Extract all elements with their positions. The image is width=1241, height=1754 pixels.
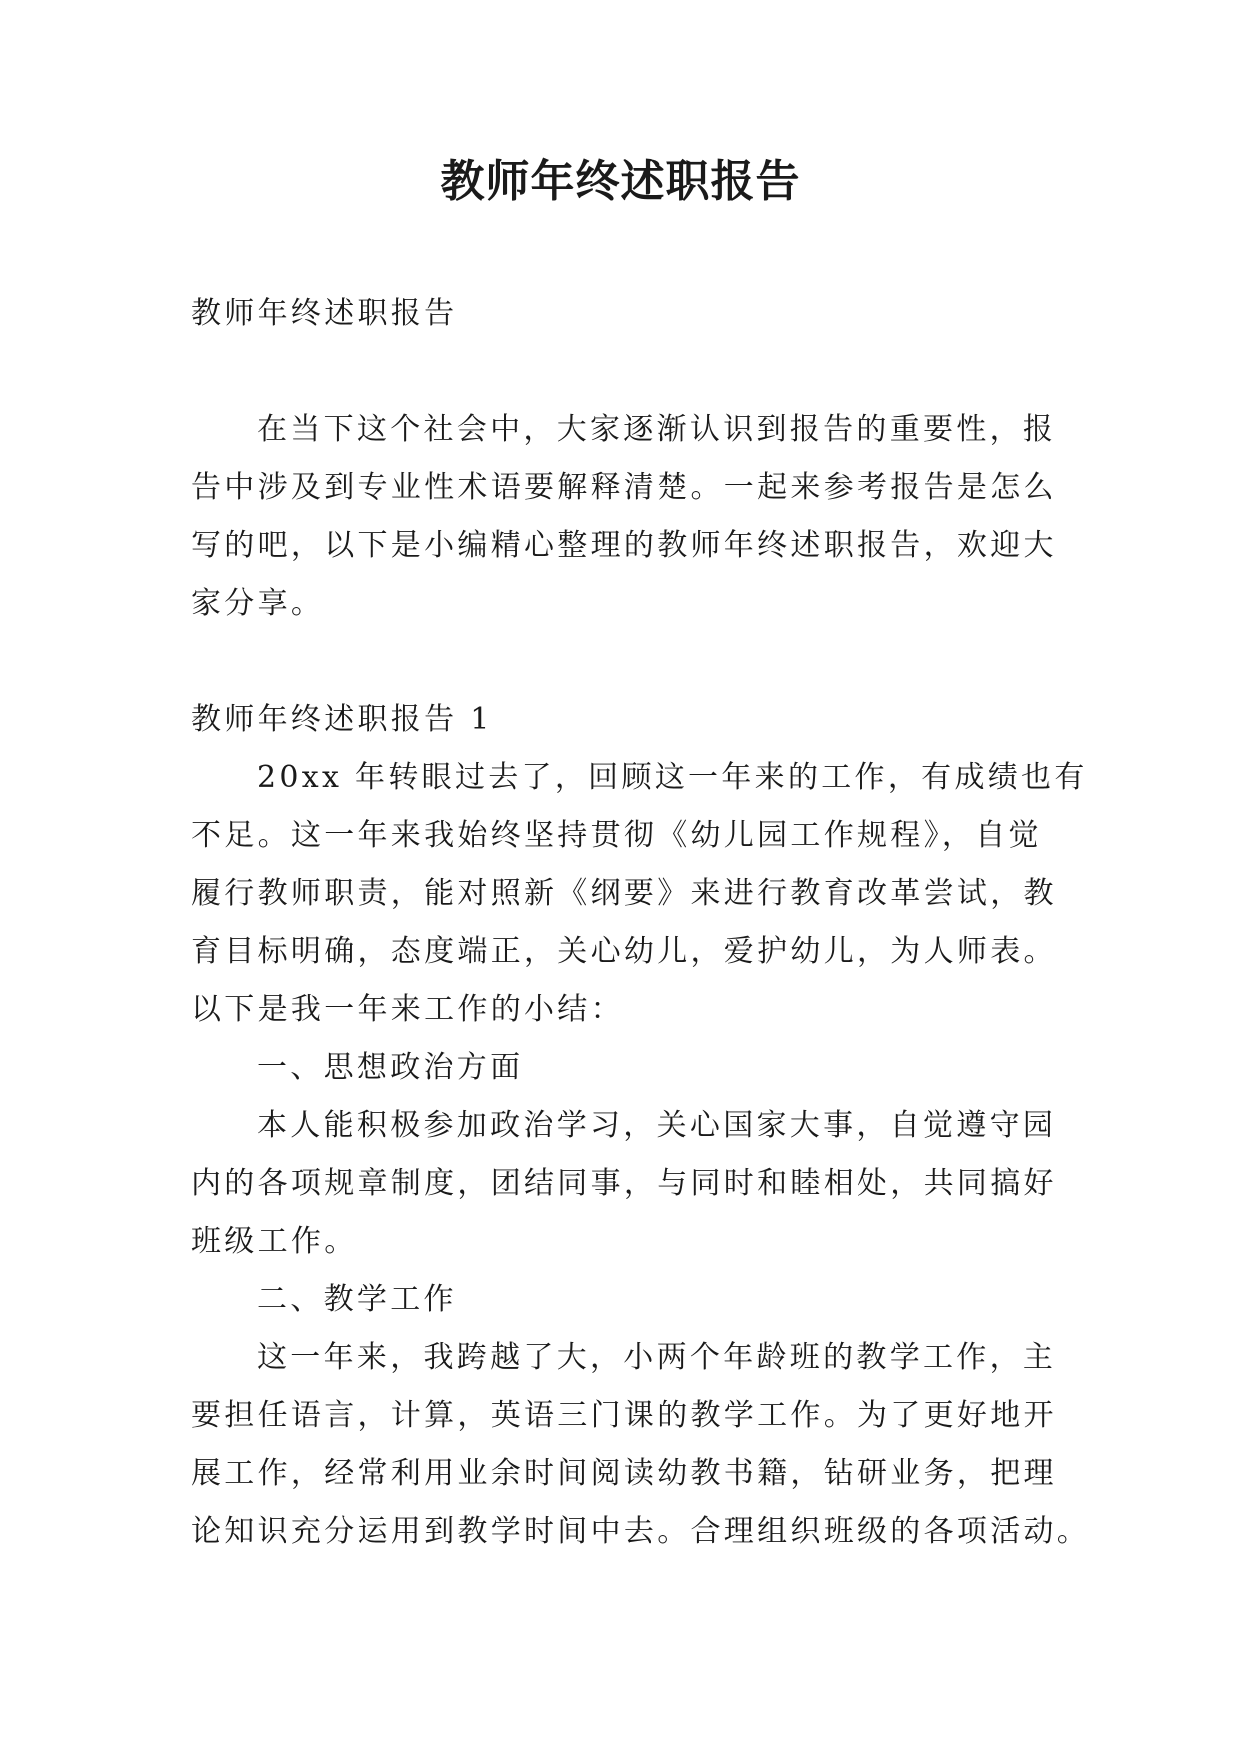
body-line: 展工作，经常利用业余时间阅读幼教书籍，钻研业务，把理 — [191, 1456, 1057, 1491]
body-line: 育目标明确，态度端正，关心幼儿，爱护幼儿，为人师表。 — [191, 934, 1057, 969]
section-heading: 教师年终述职报告 1 — [191, 702, 493, 737]
body-line: 班级工作。 — [191, 1224, 358, 1259]
body-line: 要担任语言，计算，英语三门课的教学工作。为了更好地开 — [191, 1398, 1057, 1433]
body-line: 20xx 年转眼过去了，回顾这一年来的工作，有成绩也有 — [257, 760, 1088, 795]
body-line: 履行教师职责，能对照新《纲要》来进行教育改革尝试，教 — [191, 876, 1057, 911]
body-line: 本人能积极参加政治学习，关心国家大事，自觉遵守园 — [257, 1108, 1057, 1143]
subsection-heading: 二、教学工作 — [257, 1282, 457, 1317]
body-line: 不足。这一年来我始终坚持贯彻《幼儿园工作规程》，自觉 — [191, 818, 1042, 853]
body-line: 这一年来，我跨越了大，小两个年龄班的教学工作，主 — [257, 1340, 1057, 1375]
body-line: 内的各项规章制度，团结同事，与同时和睦相处，共同搞好 — [191, 1166, 1057, 1201]
body-line: 以下是我一年来工作的小结： — [191, 992, 624, 1027]
intro-line: 在当下这个社会中，大家逐渐认识到报告的重要性，报 — [257, 412, 1057, 447]
document-title: 教师年终述职报告 — [440, 156, 801, 207]
intro-line: 告中涉及到专业性术语要解释清楚。一起来参考报告是怎么 — [191, 470, 1057, 505]
subsection-heading: 一、思想政治方面 — [257, 1050, 524, 1085]
intro-line: 家分享。 — [191, 586, 325, 621]
intro-line: 写的吧，以下是小编精心整理的教师年终述职报告，欢迎大 — [191, 528, 1057, 563]
body-line: 论知识充分运用到教学时间中去。合理组织班级的各项活动。 — [191, 1514, 1091, 1549]
subtitle-line: 教师年终述职报告 — [191, 296, 458, 331]
